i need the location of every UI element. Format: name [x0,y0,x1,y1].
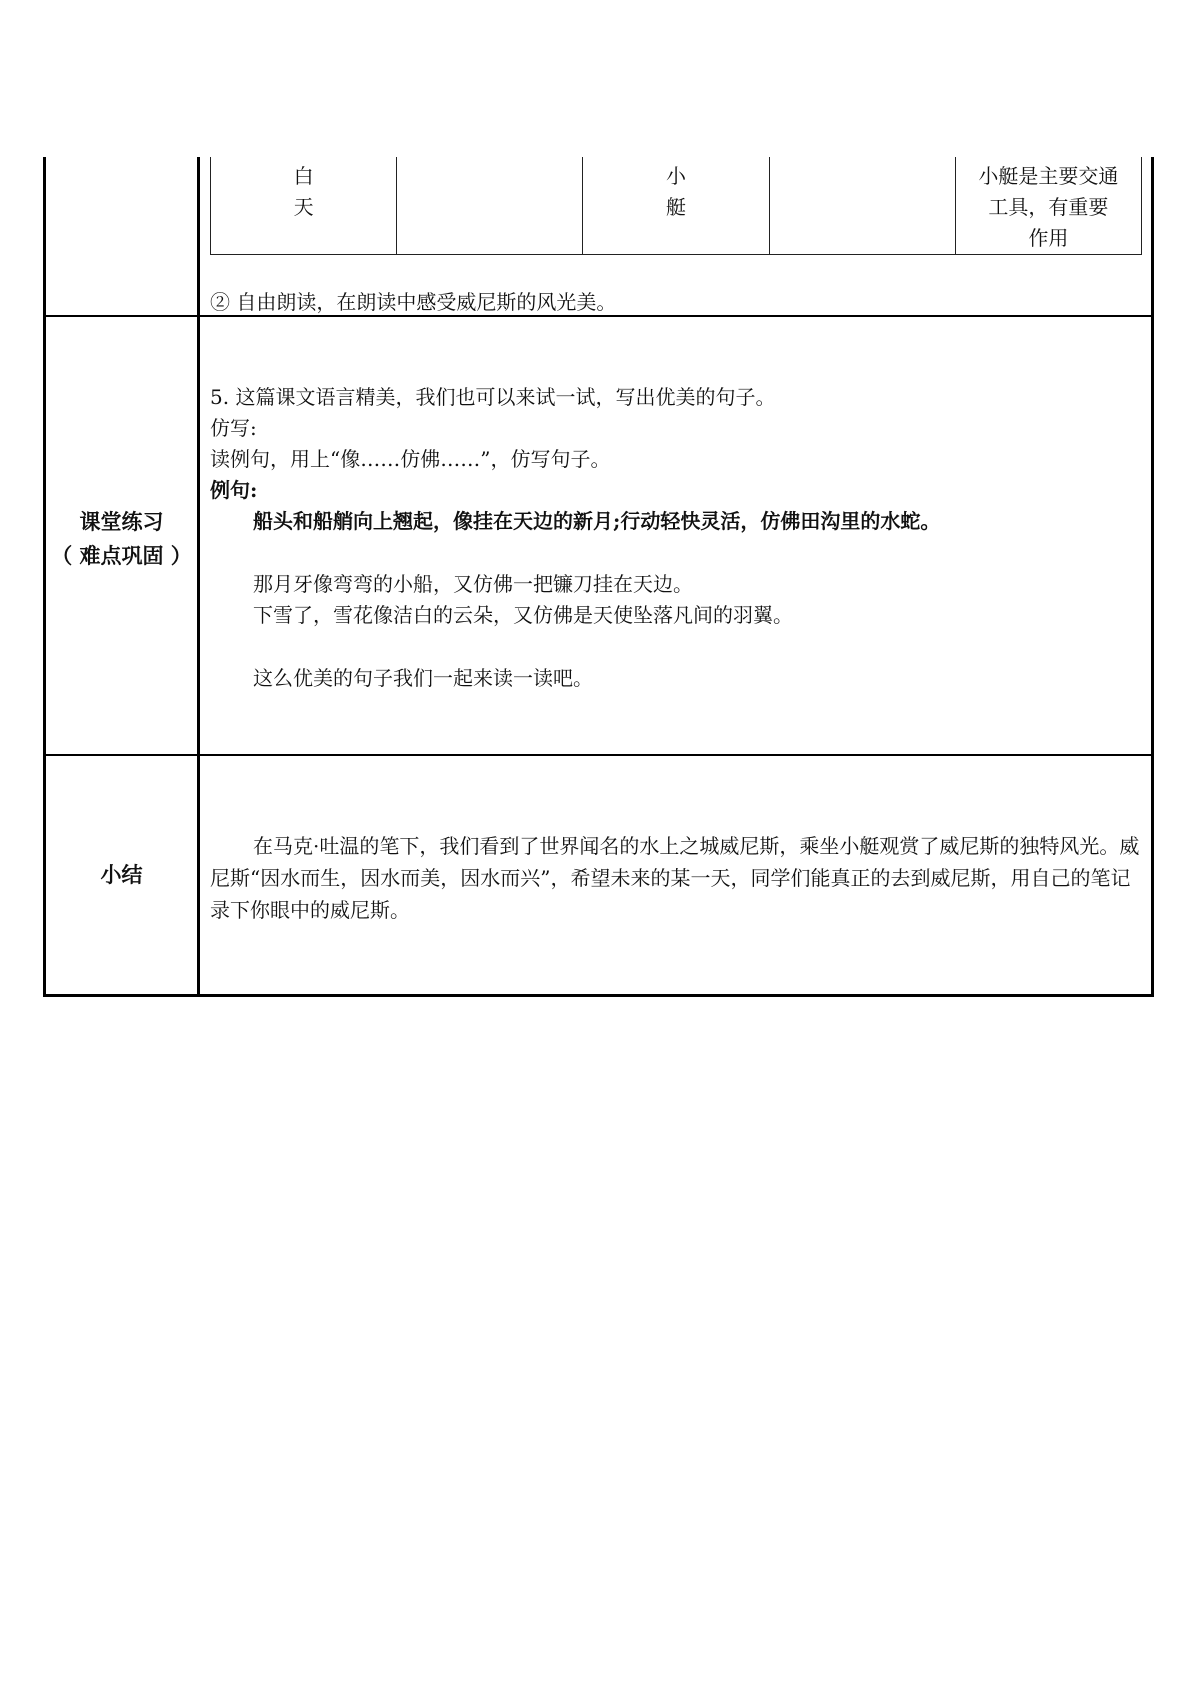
cell-daytime [211,157,397,255]
sample-sentence-3: 这么优美的句子我们一起来读一读吧。 [253,666,593,690]
comparison-table [210,157,1142,255]
cell-text: 作用 [1028,226,1069,250]
practice-question: 5. 这篇课文语言精美，我们也可以来试一试，写出优美的句子。 [210,385,776,409]
cell-boat [583,157,769,255]
cell-boat-role [955,157,1141,255]
summary-label: 小结 [100,863,143,887]
cell-text: 小艇是主要交通 [978,164,1119,188]
example-label: 例句: [210,478,258,502]
cell-empty-2 [769,157,955,255]
practice-label [46,505,197,573]
example-sentence: 船头和船艄向上翘起，像挂在天边的新月;行动轻快灵活，仿佛田沟里的水蛇。 [253,509,941,533]
row-divider-2 [43,754,1154,756]
summary-text: 在马克·吐温的笔下，我们看到了世界闻名的水上之城威尼斯，乘坐小艇观赏了威尼斯的独特风光。威尼斯“因水而生，因水而美，因水而兴”，希望未来的某一天，同学们能真正的去到威尼斯，用自己的笔记录下你眼中的威尼斯。 [210,834,1140,922]
cell-text: 天 [293,195,314,219]
cell-text: 小 [665,164,686,188]
cell-text: 白 [293,164,314,188]
imitate-heading: 仿写: [210,416,257,440]
cell-empty-1 [397,157,583,255]
reading-note: ② 自由朗读，在朗读中感受威尼斯的风光美。 [210,290,617,314]
column-divider [197,157,200,997]
cell-text: 工具，有重要 [988,195,1109,219]
cell-text: 艇 [665,195,686,219]
practice-label-line2: （ 难点巩固 ） [51,544,192,568]
imitate-instruction: 读例句，用上“像……仿佛……”，仿写句子。 [210,447,611,471]
sample-sentence-2: 下雪了，雪花像洁白的云朵，又仿佛是天使坠落凡间的羽翼。 [253,603,793,627]
sample-sentence-1: 那月牙像弯弯的小船，又仿佛一把镰刀挂在天边。 [253,572,693,596]
practice-label-line1: 课堂练习 [79,510,164,534]
